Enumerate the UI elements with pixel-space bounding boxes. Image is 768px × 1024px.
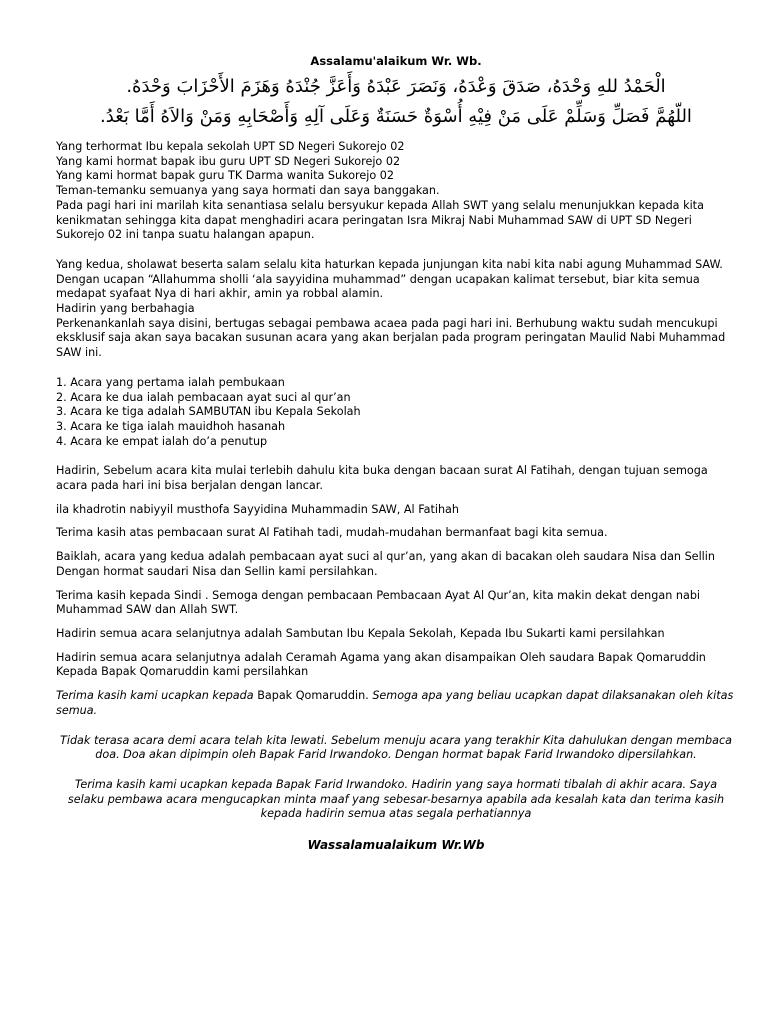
speaker-name: Bapak Qomaruddin. (257, 689, 369, 703)
fatihah-line: ila khadrotin nabiyyil musthofa Sayyidina Muhammadin SAW, Al Fatihah (56, 502, 460, 516)
qomaruddin-thanks-paragraph (56, 689, 736, 718)
greeting-line: Teman-temanku semuanya yang saya hormati dan saya banggakan. (56, 184, 440, 198)
ceramah-paragraph: Hadirin semua acara selanjutnya adalah Ceramah Agama yang akan disampaikan Oleh saudara Bapak Qomaruddin Kepada Bapak Qomaruddin kami persilahkan (56, 650, 706, 679)
sholawat-paragraph: Yang kedua, sholawat beserta salam selalu kita haturkan kepada junjungan kita nabi kita nabi agung Muhammad SAW. Dengan ucapan “Allahumma sholli ‘ala sayyidina muhammad” dengan ucapakan kalimat tersebut, biar kita semua medapat syafaat Nya di hari akhir, amin ya robbal alamin. (56, 257, 723, 301)
agenda-item: 3. Acara ke tiga adalah SAMBUTAN ibu Kepala Sekolah (56, 405, 361, 419)
hadirin-line: Hadirin yang berbahagia (56, 302, 195, 316)
closing-paragraph: Terima kasih kami ucapkan kepada Bapak Farid Irwandoko. Hadirin yang saya hormati tibalah di akhir acara. Saya selaku pembawa acara mengucapkan minta maaf yang sebesar-besarnya apabila ada kesalah kata dan terima kasih kepada hadirin semua atas segala perhatiannya (67, 777, 725, 821)
agenda-item: 2. Acara ke dua ialah pembacaan ayat suci al qur’an (56, 390, 351, 404)
thanks-text: Terima kasih kami ucapkan kepada (56, 689, 258, 703)
quran-thanks-paragraph: Terima kasih kepada Sindi . Semoga dengan pembacaan Pembacaan Ayat Al Qur’an, kita makin dekat dengan nabi Muhammad SAW dan Allah SWT. (56, 588, 701, 617)
gratitude-paragraph: Pada pagi hari ini marilah kita senantiasa selalu bersyukur kepada Allah SWT yang selalu menunjukkan kepada kita kenikmatan sehingga kita dapat menghadiri acara peringatan Isra Mikraj Nabi Muhammad SAW di UPT SD Negeri Sukorejo 02 ini tanpa suatu halangan apapun. (56, 198, 704, 242)
thanks-text: Semoga apa yang beliau ucapkan dapat dilaksanakan oleh kitas semua. (56, 689, 734, 717)
greeting-line: Yang kami hormat bapak guru TK Darma wanita Sukorejo 02 (56, 169, 395, 183)
sambutan-paragraph: Hadirin semua acara selanjutnya adalah Sambutan Ibu Kepala Sekolah, Kepada Ibu Sukarti kami persilahkan (56, 626, 665, 640)
arabic-line-2: اللّهُمَّ فَصَلِّ وَسَلِّمْ عَلَى مَنْ فِيْهِ أُسْوَةٌ حَسَنَةٌ وَعَلَى آلِهِ وَأَصْحَابِهِ وَمَنْ وَالاَهُ أَمَّا بَعْدُ. (100, 106, 692, 127)
closing-salam: Wassalamualaikum Wr.Wb (307, 838, 485, 853)
greeting-line: Yang terhormat Ibu kepala sekolah UPT SD Negeri Sukorejo 02 (56, 140, 405, 153)
agenda-item: 4. Acara ke empat ialah do’a penutup (56, 434, 268, 448)
salam-heading: Assalamu'alaikum Wr. Wb. (310, 54, 482, 68)
greeting-line: Yang kami hormat bapak ibu guru UPT SD Negeri Sukorejo 02 (56, 154, 401, 168)
agenda-item: 3. Acara ke tiga ialah mauidhoh hasanah (56, 419, 286, 433)
mc-intro-paragraph: Perkenankanlah saya disini, bertugas sebagai pembawa acaea pada pagi hari ini. Berhubung waktu sudah mencukupi eksklusif saja akan saya bacakan susunan acara yang akan berjalan pada program peringatan Maulid Nabi Muhammad SAW ini. (56, 316, 726, 360)
fatihah-opening-paragraph: Hadirin, Sebelum acara kita mulai terlebih dahulu kita buka dengan bacaan surat Al Fatihah, dengan tujuan semoga acara pada hari ini bisa berjalan dengan lancar. (56, 464, 708, 493)
fatihah-thanks-paragraph: Terima kasih atas pembacaan surat Al Fatihah tadi, mudah-mudahan bermanfaat bagi kita semua. (56, 526, 608, 540)
doa-paragraph: Tidak terasa acara demi acara telah kita lewati. Sebelum menuju acara yang terakhir Kita dahulukan dengan membaca doa. Doa akan dipimpin oleh Bapak Farid Irwandoko. Dengan hormat bapak Farid Irwandoko dipersilahkan. (60, 733, 732, 762)
arabic-line-1: الْحَمْدُ للهِ وَحْدَهُ، صَدَقَ وَعْدَهُ، وَنَصَرَ عَبْدَهُ وَأَعَزَّ جُنْدَهُ وَهَزَمَ الأَحْزَابَ وَحْدَهُ. (126, 76, 666, 97)
document-page (56, 54, 736, 864)
quran-reading-paragraph: Baiklah, acara yang kedua adalah pembacaan ayat suci al qur’an, yang akan di bacakan oleh saudara Nisa dan Sellin Dengan hormat saudari Nisa dan Sellin kami persilahkan. (56, 550, 715, 578)
agenda-item: 1. Acara yang pertama ialah pembukaan (56, 375, 285, 389)
